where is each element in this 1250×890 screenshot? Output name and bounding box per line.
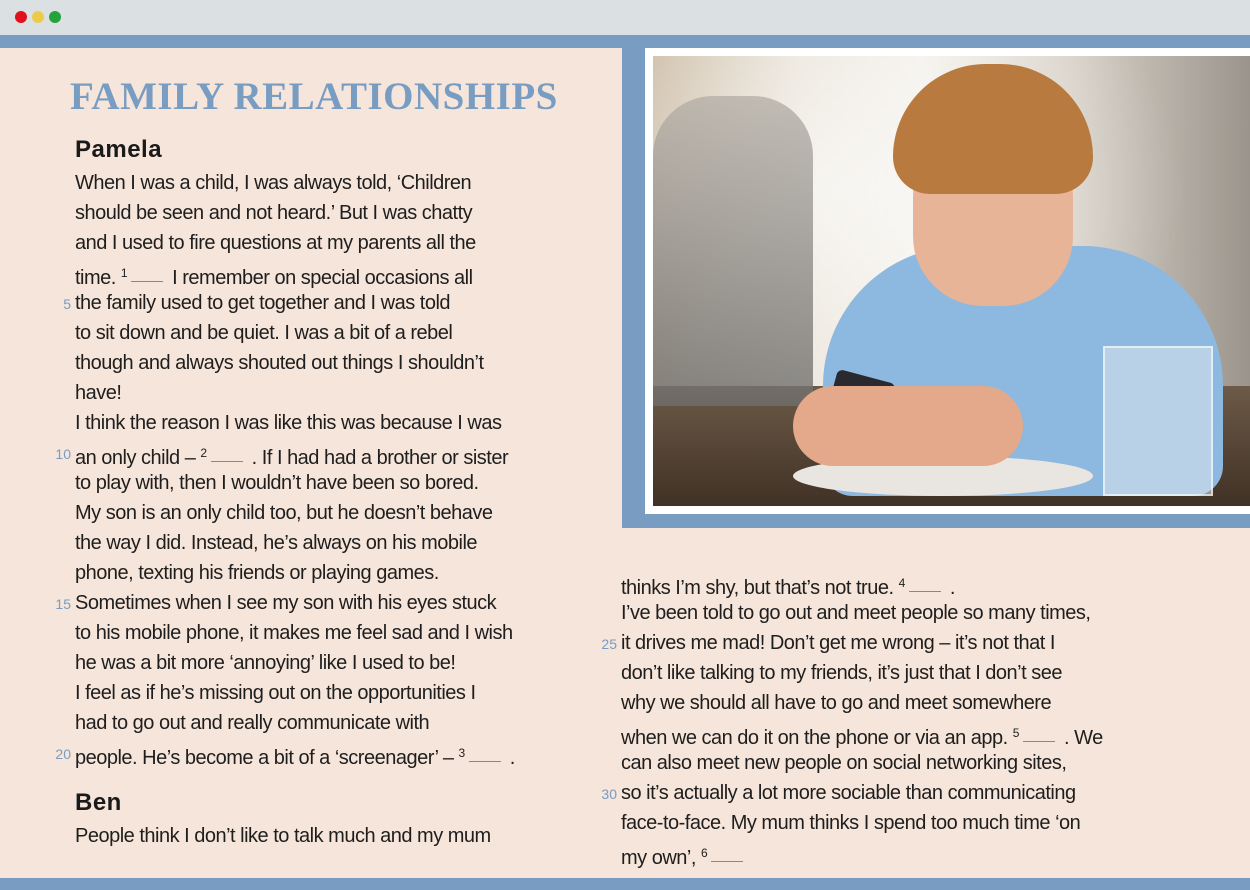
line-number: 30	[601, 786, 617, 802]
text-line	[621, 658, 1062, 688]
gap-number: 2	[200, 446, 207, 460]
line-text: people. He’s become a bit of a ‘screenager’ –	[75, 747, 459, 769]
window-titlebar	[0, 0, 1250, 35]
line-number: 15	[55, 596, 71, 612]
top-border	[0, 35, 1250, 48]
text-line	[621, 748, 1066, 778]
line-text: .	[504, 747, 515, 769]
line-text: had to go out and really communicate with	[75, 712, 430, 734]
gap-blank[interactable]	[1023, 741, 1055, 742]
photo-boy-with-phone	[645, 48, 1250, 514]
line-text: my own’,	[621, 847, 701, 869]
gap-blank[interactable]	[909, 591, 941, 592]
line-number: 20	[55, 746, 71, 762]
text-line	[75, 228, 476, 258]
line-text: Sometimes when I see my son with his eyes stuck	[75, 592, 497, 614]
line-text: he was a bit more ‘annoying’ like I used to be!	[75, 652, 456, 674]
line-number: 10	[55, 446, 71, 462]
text-line	[621, 628, 1055, 658]
text-line	[75, 821, 491, 851]
line-text: My son is an only child too, but he doesn’t behave	[75, 502, 493, 524]
speaker-name: Ben	[75, 789, 122, 816]
line-text: have!	[75, 382, 122, 404]
line-text: when we can do it on the phone or via an app.	[621, 727, 1013, 749]
line-text: I think the reason I was like this was because I was	[75, 412, 502, 434]
line-text: time.	[75, 267, 121, 289]
gap-number: 1	[120, 266, 128, 280]
speaker-name: Pamela	[75, 136, 163, 163]
text-line	[621, 778, 1076, 808]
line-text: I feel as if he’s missing out on the opportunities I	[75, 682, 476, 704]
maximize-window-button[interactable]	[49, 11, 61, 23]
line-text: an only child –	[75, 447, 201, 469]
line-text: . We	[1058, 727, 1103, 749]
line-text: .	[944, 577, 955, 599]
line-text: to play with, then I wouldn’t have been so bored.	[75, 472, 479, 494]
gap-blank[interactable]	[211, 461, 243, 462]
line-text: People think I don’t like to talk much and my mum	[75, 825, 491, 847]
line-text: why we should all have to go and meet somewhere	[621, 692, 1052, 714]
text-line	[75, 678, 476, 708]
text-line	[75, 168, 471, 198]
line-text: should be seen and not heard.’ But I was chatty	[75, 202, 473, 224]
text-line	[621, 808, 1080, 838]
text-line	[75, 528, 477, 558]
line-text: it drives me mad! Don’t get me wrong – it’s not that I	[621, 632, 1055, 654]
text-line	[621, 568, 955, 598]
text-line	[621, 688, 1051, 718]
gap-number: 3	[458, 746, 465, 760]
text-line	[75, 198, 472, 228]
text-line	[75, 498, 493, 528]
line-text: the family used to get together and I was told	[75, 292, 451, 314]
text-line	[75, 558, 439, 588]
line-text: to sit down and be quiet. I was a bit of a rebel	[75, 322, 453, 344]
text-line	[75, 288, 450, 318]
gap-blank[interactable]	[711, 861, 743, 862]
line-text: . If I had had a brother or sister	[246, 447, 509, 469]
line-text: face-to-face. My mum thinks I spend too much time ‘on	[621, 812, 1081, 834]
gap-number: 4	[898, 576, 905, 590]
line-text: phone, texting his friends or playing games.	[75, 562, 439, 584]
text-line	[75, 738, 515, 768]
text-line	[75, 378, 121, 408]
text-line	[75, 708, 429, 738]
gap-blank[interactable]	[469, 761, 501, 762]
line-text: to his mobile phone, it makes me feel sad and I wish	[75, 622, 513, 644]
line-text: When I was a child, I was always told, ‘Children	[75, 172, 472, 194]
minimize-window-button[interactable]	[32, 11, 44, 23]
text-line	[75, 588, 496, 618]
line-text: the way I did. Instead, he’s always on his mobile	[75, 532, 478, 554]
gap-number: 6	[700, 846, 708, 860]
text-line	[75, 348, 484, 378]
page-title: FAMILY RELATIONSHIPS	[70, 75, 558, 118]
gap-blank[interactable]	[131, 281, 163, 282]
line-text: so it’s actually a lot more sociable than communicating	[621, 782, 1076, 804]
line-text: though and always shouted out things I shouldn’t	[75, 352, 484, 374]
text-line	[75, 258, 473, 288]
line-text: I’ve been told to go out and meet people so many times,	[621, 602, 1091, 624]
text-line	[75, 438, 508, 468]
line-text: thinks I’m shy, but that’s not true.	[621, 577, 899, 599]
text-line	[75, 468, 479, 498]
line-text: and I used to fire questions at my parents all the	[75, 232, 476, 254]
line-number: 5	[63, 296, 71, 312]
text-line	[621, 838, 747, 868]
gap-number: 5	[1012, 726, 1019, 740]
line-text: don’t like talking to my friends, it’s just that I don’t see	[621, 662, 1062, 684]
line-text: I remember on special occasions all	[167, 267, 473, 289]
text-line	[75, 408, 501, 438]
text-line	[75, 618, 513, 648]
line-number: 25	[601, 636, 617, 652]
text-line	[75, 318, 452, 348]
text-line	[621, 718, 1103, 748]
close-window-button[interactable]	[15, 11, 27, 23]
bottom-border	[0, 878, 1250, 890]
line-text: can also meet new people on social networking sites,	[621, 752, 1067, 774]
text-line	[75, 648, 455, 678]
text-line	[621, 598, 1090, 628]
